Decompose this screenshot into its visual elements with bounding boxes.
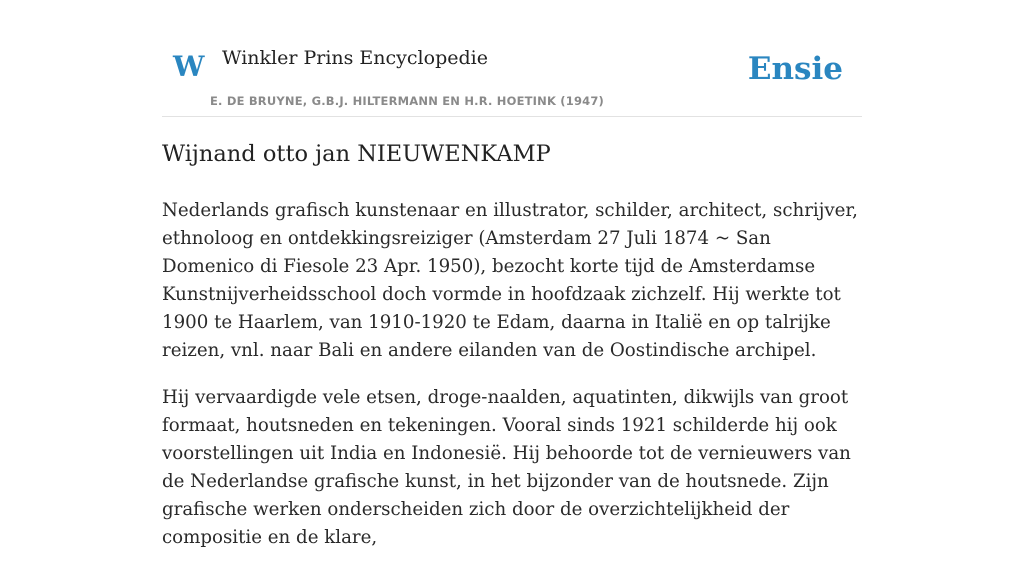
- publication-authors: E. DE BRUYNE, G.B.J. HILTERMANN EN H.R. HOETINK (1947): [210, 94, 605, 108]
- entry-title: Wijnand otto jan NIEUWENKAMP: [162, 141, 551, 167]
- publication-logo[interactable]: W: [173, 50, 205, 83]
- header: [162, 0, 862, 117]
- publication-title[interactable]: Winkler Prins Encyclopedie: [222, 47, 488, 69]
- entry-paragraph: Nederlands grafisch kunstenaar en illustrator, schilder, architect, schrijver, ethnoloog en ontdekkingsreiziger (Amsterdam 27 Juli 1874 ~ San Domenico di Fiesole 23 Apr. 1950), bezocht korte tijd de Amsterdamse Kunstnijverheidsschool doch vormde in hoofdzaak zichzelf. Hij werkte tot 1900 te Haarlem, van 1910-1920 te Edam, daarna in Italië en op talrijke reizen, vnl. naar Bali en andere eilanden van de Oostindische archipel.: [162, 200, 858, 361]
- entry-content: [162, 137, 862, 571]
- entry-paragraph: Hij vervaardigde vele etsen, droge-naalden, aquatinten, dikwijls van groot formaat, houtsneden en tekeningen. Vooral sinds 1921 schilderde hij ook voorstellingen uit India en Indonesië. Hij behoorde tot de vernieuwers van de Nederlandse grafische kunst, in het bijzonder van de houtsnede. Zijn grafische werken onderscheiden zich door de overzichtelijkheid der compositie en de klare,: [162, 387, 851, 548]
- ensie-logo[interactable]: Ensie: [747, 51, 843, 87]
